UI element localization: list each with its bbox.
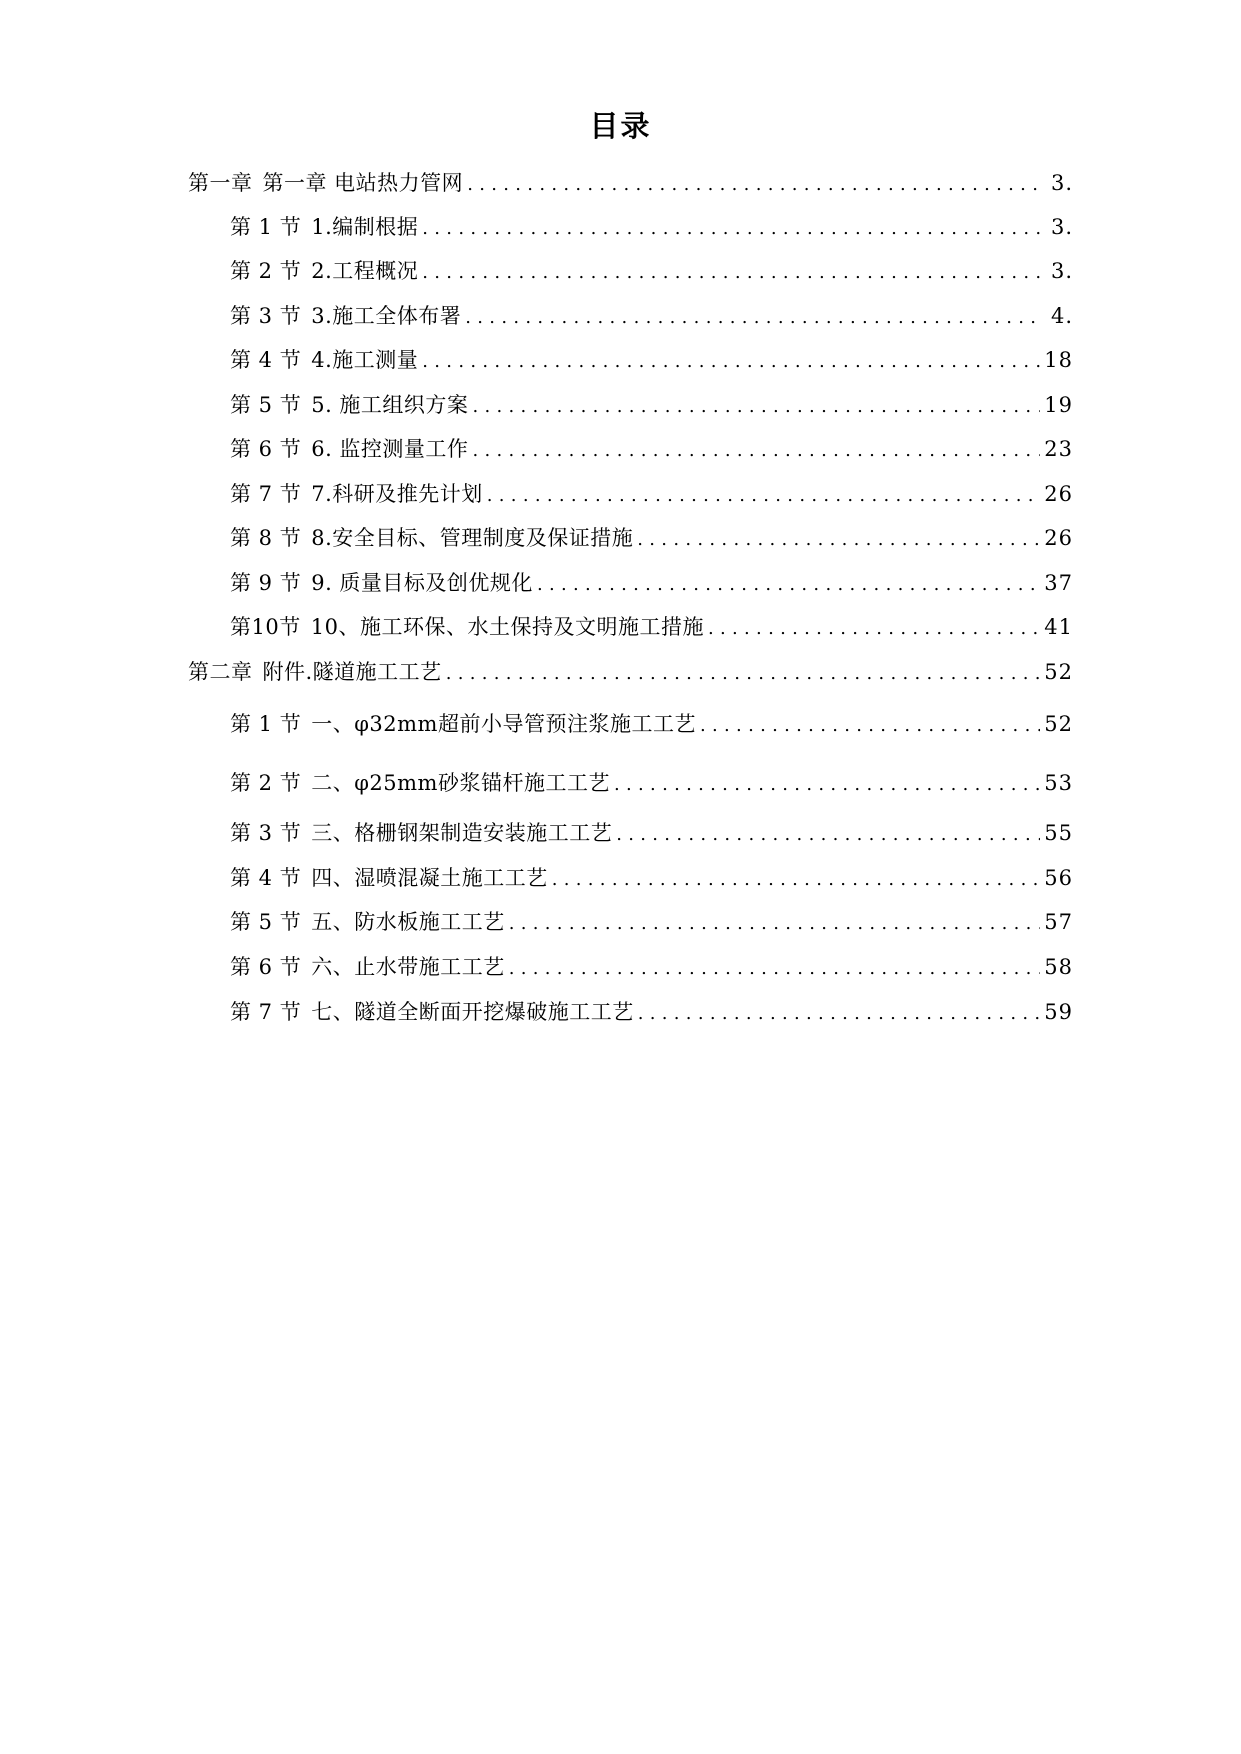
toc-page-number: 52	[1044, 660, 1073, 684]
toc-entry-section[interactable]	[230, 907, 1073, 939]
toc-entry-text: 五、防水板施工工艺	[311, 910, 505, 934]
toc-dot-leader	[446, 659, 1041, 689]
toc-entry-section[interactable]	[230, 434, 1073, 466]
toc-entry-text: 四、湿喷混凝土施工工艺	[311, 866, 548, 890]
toc-entry-section[interactable]	[230, 997, 1073, 1029]
toc-page-number: 37	[1044, 571, 1073, 595]
toc-entry-section[interactable]	[230, 612, 1073, 644]
toc-page-number: 26	[1044, 482, 1073, 506]
toc-entry-number: 第10节	[230, 615, 301, 639]
toc-dot-leader	[487, 481, 1041, 511]
toc-dot-leader	[509, 954, 1041, 984]
toc-page-number: 4.	[1050, 304, 1073, 328]
toc-entry-label	[230, 863, 548, 893]
toc-entry-label	[230, 818, 612, 848]
toc-page-number: 58	[1044, 955, 1073, 979]
toc-page-number: 57	[1044, 910, 1073, 934]
toc-entry-label	[230, 997, 634, 1027]
toc-entry-label	[230, 479, 483, 509]
toc-entry-label	[230, 390, 468, 420]
toc-entry-text: 附件.隧道施工工艺	[262, 660, 442, 684]
toc-entry-text: 三、格栅钢架制造安装施工工艺	[311, 821, 613, 845]
toc-dot-leader	[614, 770, 1040, 800]
toc-entry-label	[230, 952, 505, 982]
toc-dot-leader	[537, 570, 1040, 600]
toc-entry-text: 六、止水带施工工艺	[311, 955, 505, 979]
toc-entry-number: 第 9 节	[230, 571, 302, 595]
toc-entry-section[interactable]	[230, 212, 1073, 244]
toc-page-number: 3.	[1050, 215, 1073, 239]
toc-page-number: 41	[1044, 615, 1073, 639]
toc-dot-leader	[422, 347, 1040, 377]
toc-dot-leader	[472, 392, 1040, 422]
toc-entry-section[interactable]	[230, 523, 1073, 555]
toc-page-number: 53	[1044, 771, 1073, 795]
toc-dot-leader	[422, 258, 1043, 288]
toc-page-number: 56	[1044, 866, 1073, 890]
toc-entry-section[interactable]	[230, 952, 1073, 984]
toc-page-number: 26	[1044, 526, 1073, 550]
toc-page-number: 59	[1044, 1000, 1073, 1024]
toc-entry-label	[230, 212, 418, 242]
toc-entry-text: 10、施工环保、水土保持及文明施工措施	[310, 615, 704, 639]
toc-entry-number: 第 2 节	[230, 771, 302, 795]
toc-dot-leader	[422, 214, 1043, 244]
toc-dot-leader	[637, 525, 1040, 555]
toc-entry-number: 第 4 节	[230, 348, 302, 372]
toc-entry-text: 7.科研及推先计划	[311, 482, 483, 506]
toc-page-number: 3.	[1050, 171, 1073, 195]
toc-dot-leader	[638, 999, 1041, 1029]
toc-entry-label	[230, 434, 468, 464]
toc-entry-section[interactable]	[230, 863, 1073, 895]
toc-entry-text: 第一章 电站热力管网	[262, 171, 464, 195]
toc-entry-section[interactable]	[230, 479, 1073, 511]
toc-entry-text: 4.施工测量	[311, 348, 419, 372]
toc-page-number: 52	[1044, 712, 1073, 736]
toc-entry-text: 5. 施工组织方案	[311, 393, 469, 417]
toc-entry-number: 第 4 节	[230, 866, 302, 890]
toc-entry-chapter[interactable]	[188, 657, 1073, 689]
toc-entry-number: 第 1 节	[230, 712, 302, 736]
toc-dot-leader	[472, 436, 1040, 466]
toc-entry-section[interactable]	[230, 345, 1073, 377]
toc-entry-number: 第 2 节	[230, 259, 302, 283]
toc-entry-number: 第 8 节	[230, 526, 302, 550]
toc-entry-text: 七、隧道全断面开挖爆破施工工艺	[311, 1000, 634, 1024]
toc-entry-label	[230, 256, 418, 286]
toc-dot-leader	[552, 865, 1041, 895]
toc-entry-section[interactable]	[230, 301, 1073, 333]
toc-entry-label	[230, 301, 461, 331]
toc-entry-number: 第二章	[188, 660, 253, 684]
page-title: 目录	[589, 109, 652, 143]
toc-entry-label	[230, 709, 696, 739]
toc-entry-label	[230, 768, 610, 798]
toc-dot-leader	[467, 170, 1043, 200]
toc-page-number: 23	[1044, 437, 1073, 461]
toc-dot-leader	[708, 614, 1040, 644]
toc-entry-chapter[interactable]	[188, 168, 1073, 200]
toc-entry-number: 第 6 节	[230, 955, 302, 979]
toc-entry-number: 第 3 节	[230, 304, 302, 328]
toc-entry-number: 第 7 节	[230, 482, 302, 506]
toc-entry-text: 8.安全目标、管理制度及保证措施	[311, 526, 634, 550]
toc-entry-text: 1.编制根据	[311, 215, 419, 239]
toc-entry-section[interactable]	[230, 256, 1073, 288]
toc-entry-number: 第 5 节	[230, 910, 302, 934]
toc-dot-leader	[509, 909, 1041, 939]
toc-dot-leader	[465, 303, 1043, 333]
toc-page-number: 19	[1044, 393, 1073, 417]
toc-entry-number: 第 6 节	[230, 437, 302, 461]
toc-entry-number: 第 3 节	[230, 821, 302, 845]
toc-entry-label	[230, 523, 633, 553]
toc-entry-section[interactable]	[230, 709, 1073, 741]
toc-entry-label	[230, 345, 418, 375]
toc-entry-number: 第 5 节	[230, 393, 302, 417]
toc-entry-section[interactable]	[230, 768, 1073, 800]
toc-page-number: 3.	[1050, 259, 1073, 283]
toc-entry-number: 第一章	[188, 171, 253, 195]
toc-entry-text: 6. 监控测量工作	[311, 437, 469, 461]
toc-entry-label	[230, 568, 533, 598]
toc-entry-text: 9. 质量目标及创优规化	[311, 571, 533, 595]
toc-entry-label	[188, 168, 463, 198]
toc-entry-text: 3.施工全体布署	[311, 304, 462, 328]
toc-page-number: 55	[1044, 821, 1073, 845]
toc-dot-leader	[700, 711, 1040, 741]
toc-entry-number: 第 7 节	[230, 1000, 302, 1024]
toc-entry-text: 2.工程概况	[311, 259, 419, 283]
toc-entry-number: 第 1 节	[230, 215, 302, 239]
toc-entry-label	[230, 612, 704, 642]
toc-entry-text: 二、φ25mm砂浆锚杆施工工艺	[311, 771, 610, 795]
toc-entry-text: 一、φ32mm超前小导管预注浆施工工艺	[311, 712, 696, 736]
toc-dot-leader	[616, 820, 1040, 850]
toc-entry-label	[230, 907, 505, 937]
toc-entry-section[interactable]	[230, 390, 1073, 422]
toc-page-number: 18	[1044, 348, 1073, 372]
toc-entry-section[interactable]	[230, 818, 1073, 850]
toc-entry-label	[188, 657, 442, 687]
toc-entry-section[interactable]	[230, 568, 1073, 600]
